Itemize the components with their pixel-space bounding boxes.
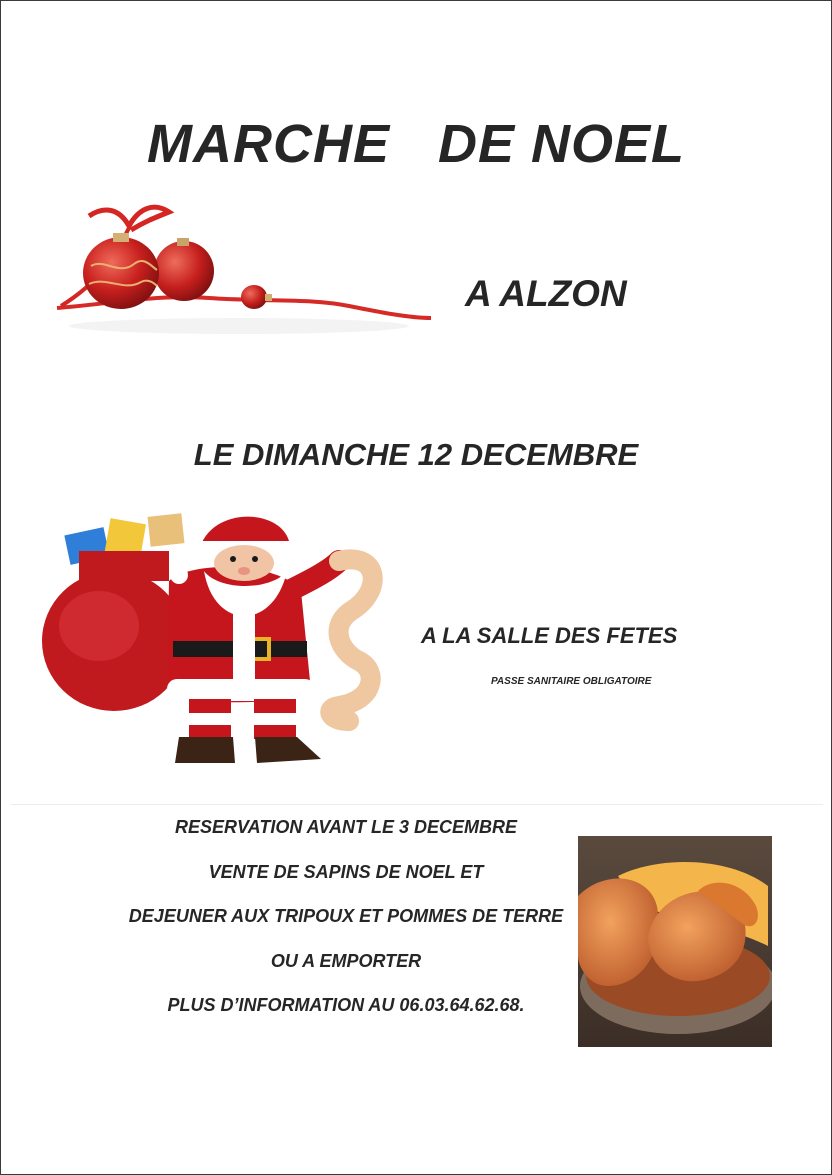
tripoux-dish-photo	[578, 836, 772, 1047]
title-part-2: DE NOEL	[437, 114, 686, 174]
christmas-ornaments-illustration	[49, 196, 439, 336]
info-line-reservation: RESERVATION AVANT LE 3 DECEMBRE	[174, 817, 518, 837]
info-line-lunch: DEJEUNER AUX TRIPOUX ET POMMES DE TERRE	[128, 906, 564, 926]
scan-line	[11, 804, 823, 805]
title-part-1: MARCHE	[146, 114, 390, 174]
info-line-contact: PLUS D’INFORMATION AU 06.03.64.62.68.	[167, 995, 525, 1015]
poster-title	[1, 113, 831, 175]
venue-text: A LA SALLE DES FETES	[421, 623, 678, 648]
info-line-trees: VENTE DE SAPINS DE NOEL ET	[208, 862, 484, 882]
event-date: LE DIMANCHE 12 DECEMBRE	[193, 437, 639, 472]
poster-subtitle: A ALZON	[465, 273, 627, 314]
info-line-takeaway: OU A EMPORTER	[270, 951, 422, 971]
santa-claus-illustration	[39, 501, 399, 776]
pass-notice: PASSE SANITAIRE OBLIGATOIRE	[491, 676, 652, 687]
